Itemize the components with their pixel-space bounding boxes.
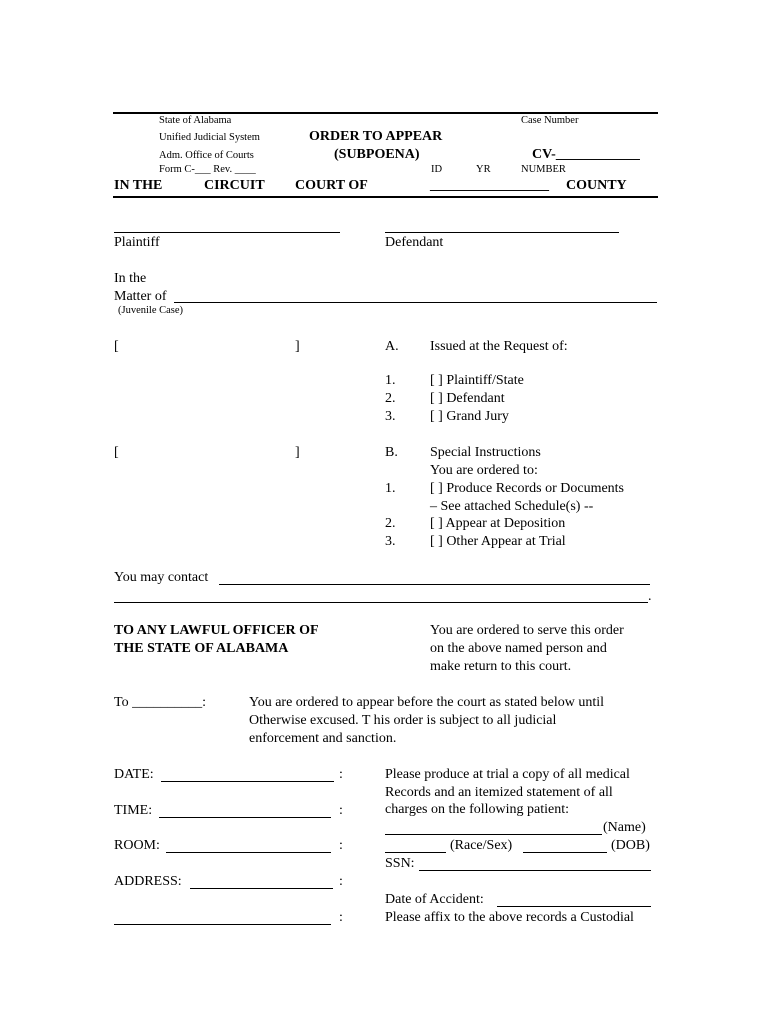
dob-field[interactable] <box>523 852 607 853</box>
serve-text-line-3: make return to this court. <box>430 659 572 674</box>
section-b-heading: Special Instructions <box>430 445 541 460</box>
section-a-item-num: 1. <box>385 373 396 388</box>
section-b-subheading: You are ordered to: <box>430 463 538 478</box>
serve-text-line-1: You are ordered to serve this order <box>430 623 624 638</box>
section-a-item-num: 2. <box>385 391 396 406</box>
defendant-line[interactable] <box>385 232 619 233</box>
race-sex-field[interactable] <box>385 852 446 853</box>
plaintiff-line[interactable] <box>114 232 340 233</box>
room-label: ROOM: <box>114 838 160 853</box>
address-field-2[interactable] <box>114 924 331 925</box>
in-the-label: IN THE <box>114 178 163 193</box>
address-colon: : <box>339 874 343 889</box>
section-a-bracket-close: ] <box>295 339 300 354</box>
patient-name-field[interactable] <box>385 834 602 835</box>
section-b-item-num: 3. <box>385 534 396 549</box>
county-label: COUNTY <box>566 178 627 193</box>
custodial-text: Please affix to the above records a Custodial <box>385 910 634 925</box>
section-a-letter: A. <box>385 339 399 354</box>
officer-heading-line-1: TO ANY LAWFUL OFFICER OF <box>114 623 319 638</box>
dob-label: (DOB) <box>611 838 650 853</box>
appear-deposition-checkbox[interactable]: [ ] Appear at Deposition <box>430 516 566 531</box>
produce-records-checkbox[interactable]: [ ] Produce Records or Documents <box>430 481 625 496</box>
address-field[interactable] <box>190 888 333 889</box>
section-b-letter: B. <box>385 445 398 460</box>
to-field[interactable]: To __________: <box>114 695 206 710</box>
form-subtitle: (SUBPOENA) <box>334 147 420 162</box>
time-colon: : <box>339 803 343 818</box>
address-2-colon: : <box>339 910 343 925</box>
court-type: CIRCUIT <box>204 178 265 193</box>
county-blank[interactable]: _________________ <box>430 178 549 193</box>
form-title: ORDER TO APPEAR <box>309 129 443 144</box>
section-a-item-num: 3. <box>385 409 396 424</box>
header-top-rule <box>113 112 658 114</box>
appear-order-line-1: You are ordered to appear before the court as stated below until <box>249 695 605 710</box>
contact-label: You may contact <box>114 570 209 585</box>
section-b-item-num: 1. <box>385 481 396 496</box>
section-b-bracket-close: ] <box>295 445 300 460</box>
race-sex-label: (Race/Sex) <box>450 838 513 853</box>
court-of-label: COURT OF <box>295 178 368 193</box>
serve-text-line-2: on the above named person and <box>430 641 607 656</box>
plaintiff-label: Plaintiff <box>114 235 160 250</box>
contact-line-2[interactable] <box>114 602 648 603</box>
case-id-label: ID <box>431 164 443 175</box>
date-colon: : <box>339 767 343 782</box>
room-colon: : <box>339 838 343 853</box>
defendant-checkbox[interactable]: [ ] Defendant <box>430 391 505 406</box>
appear-trial-checkbox[interactable]: [ ] Other Appear at Trial <box>430 534 566 549</box>
contact-line-1[interactable] <box>219 584 650 585</box>
ssn-field[interactable] <box>419 870 651 871</box>
officer-heading-line-2: THE STATE OF ALABAMA <box>114 641 289 656</box>
juvenile-case-note: (Juvenile Case) <box>118 305 184 316</box>
judicial-system: Unified Judicial System <box>159 132 260 143</box>
schedule-note: – See attached Schedule(s) -- <box>430 499 594 514</box>
appear-order-line-2: Otherwise excused. T his order is subject to all judicial <box>249 713 557 728</box>
defendant-label: Defendant <box>385 235 444 250</box>
medical-text-line-1: Please produce at trial a copy of all medical <box>385 767 630 782</box>
date-field[interactable] <box>161 781 334 782</box>
section-b-item-num: 2. <box>385 516 396 531</box>
ssn-label: SSN: <box>385 856 415 871</box>
time-field[interactable] <box>159 817 331 818</box>
accident-date-field[interactable] <box>497 906 651 907</box>
form-number: Form C-___ Rev. ____ <box>159 164 256 175</box>
case-number-label: Case Number <box>521 115 579 126</box>
header-bottom-rule <box>113 196 658 198</box>
section-a-heading: Issued at the Request of: <box>430 339 568 354</box>
medical-text-line-2: Records and an itemized statement of all <box>385 785 613 800</box>
room-field[interactable] <box>166 852 331 853</box>
section-a-bracket-open: [ <box>114 339 119 354</box>
case-yr-label: YR <box>476 164 491 175</box>
section-b-bracket-open: [ <box>114 445 119 460</box>
grand-jury-checkbox[interactable]: [ ] Grand Jury <box>430 409 509 424</box>
matter-of-line[interactable] <box>174 302 657 303</box>
matter-of-label: Matter of <box>114 289 167 304</box>
admin-office: Adm. Office of Courts <box>159 150 254 161</box>
appear-order-line-3: enforcement and sanction. <box>249 731 397 746</box>
medical-text-line-3: charges on the following patient: <box>385 802 570 817</box>
case-number-cv[interactable]: CV-____________ <box>532 147 640 162</box>
plaintiff-state-checkbox[interactable]: [ ] Plaintiff/State <box>430 373 524 388</box>
time-label: TIME: <box>114 803 153 818</box>
address-label: ADDRESS: <box>114 874 182 889</box>
state-name: State of Alabama <box>159 115 232 126</box>
patient-name-label: (Name) <box>603 820 646 835</box>
case-number-sub-label: NUMBER <box>521 164 566 175</box>
date-label: DATE: <box>114 767 154 782</box>
contact-period: . <box>648 589 652 604</box>
accident-date-label: Date of Accident: <box>385 892 484 907</box>
in-the-matter-label: In the <box>114 271 147 286</box>
